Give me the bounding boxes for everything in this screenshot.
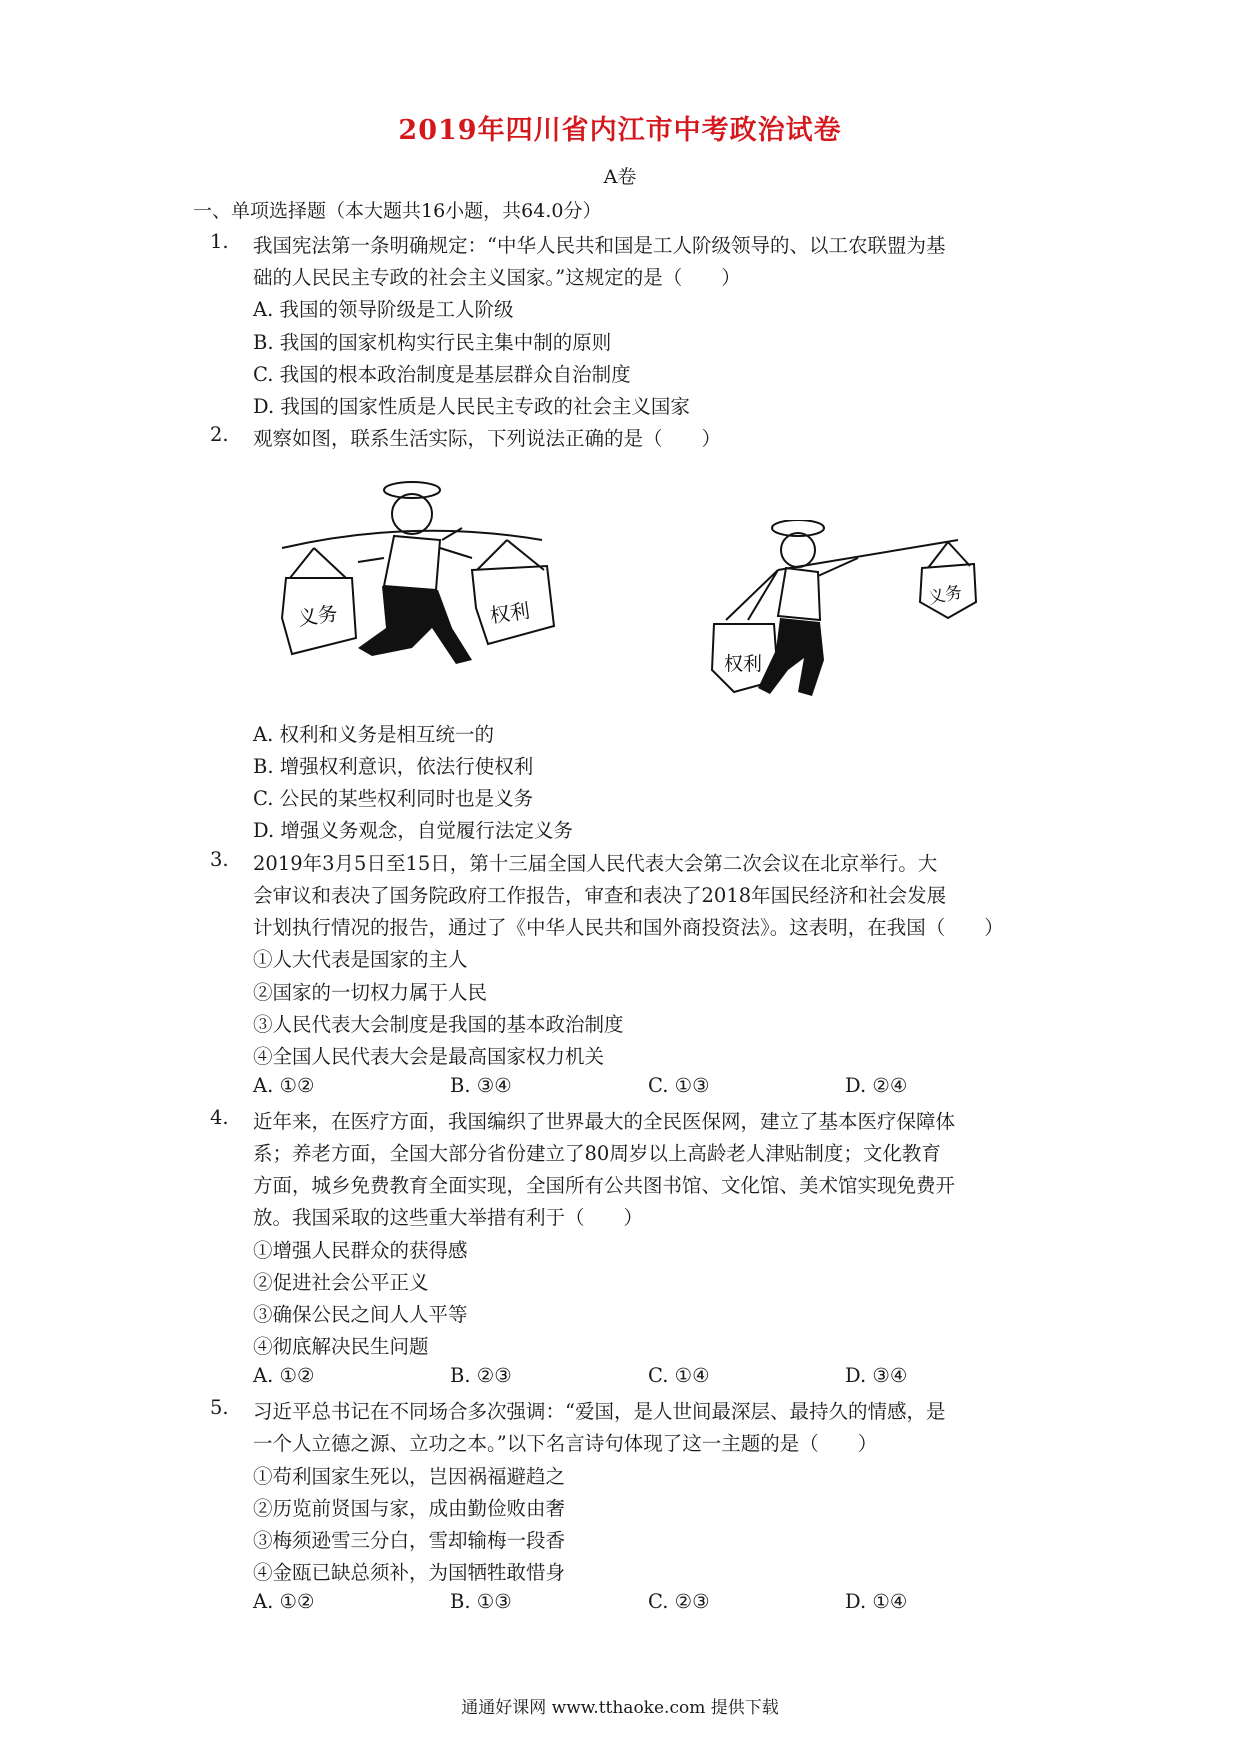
choice-d[interactable]: D. ①④ [845,1590,908,1613]
choice-d[interactable]: D. ③④ [845,1364,908,1387]
option-d[interactable]: D. 我国的国家性质是人民民主专政的社会主义国家 [253,395,690,418]
paper-section-label: A卷 [603,166,637,188]
question-text: 2019年3月5日至15日，第十三届全国人民代表大会第二次会议在北京举行。大 [253,852,938,875]
statement-item: ③确保公民之间人人平等 [253,1303,468,1326]
question-text: 我国宪法第一条明确规定：“中华人民共和国是工人阶级领导的、以工农联盟为基 [253,234,946,257]
question-number: 3. [210,848,229,871]
choice-c[interactable]: C. ①④ [648,1364,710,1387]
page-title: 2019年四川省内江市中考政治试卷 [398,115,842,146]
question-text: 近年来，在医疗方面，我国编织了世界最大的全民医保网，建立了基本医疗保障体 [253,1110,956,1133]
section-heading: 一、单项选择题（本大题共16小题，共64.0分） [193,200,602,222]
statement-item: ②促进社会公平正义 [253,1271,429,1294]
statement-item: ①增强人民群众的获得感 [253,1239,468,1262]
option-a[interactable]: A. 权利和义务是相互统一的 [253,723,494,746]
cartoon-unbalanced-figure [708,520,988,710]
cartoon-balanced-figure [262,478,572,678]
choice-c[interactable]: C. ①③ [648,1074,710,1097]
question-text: 观察如图，联系生活实际，下列说法正确的是（ ） [253,427,722,450]
choice-b[interactable]: B. ①③ [450,1590,512,1613]
choice-a[interactable]: A. ①② [253,1074,315,1097]
option-a[interactable]: A. 我国的领导阶级是工人阶级 [253,298,514,321]
option-c[interactable]: C. 公民的某些权利同时也是义务 [253,787,534,810]
choice-c[interactable]: C. ②③ [648,1590,710,1613]
question-number: 5. [210,1396,229,1419]
choice-b[interactable]: B. ②③ [450,1364,512,1387]
choice-b[interactable]: B. ③④ [450,1074,512,1097]
option-b[interactable]: B. 增强权利意识，依法行使权利 [253,755,534,778]
basket-label: 义务 [926,582,964,608]
statement-item: ②国家的一切权力属于人民 [253,981,488,1004]
statement-item: ③梅须逊雪三分白，雪却输梅一段香 [253,1529,566,1552]
question-text: 会审议和表决了国务院政府工作报告，审查和表决了2018年国民经济和社会发展 [253,884,947,907]
statement-item: ④彻底解决民生问题 [253,1335,429,1358]
question-text: 系；养老方面，全国大部分省份建立了80周岁以上高龄老人津贴制度；文化教育 [253,1142,941,1165]
question-number: 4. [210,1106,229,1129]
page-footer: 通通好课网 www.tthaoke.com 提供下载 [461,1698,779,1718]
choice-a[interactable]: A. ①② [253,1590,315,1613]
question-text: 一个人立德之源、立功之本。”以下名言诗句体现了这一主题的是（ ） [253,1432,878,1455]
statement-item: ①苟利国家生死以，岂因祸福避趋之 [253,1465,566,1488]
choice-a[interactable]: A. ①② [253,1364,315,1387]
choice-d[interactable]: D. ②④ [845,1074,908,1097]
option-b[interactable]: B. 我国的国家机构实行民主集中制的原则 [253,331,612,354]
option-d[interactable]: D. 增强义务观念，自觉履行法定义务 [253,819,573,842]
basket-label: 义务 [296,603,340,631]
statement-item: ①人大代表是国家的主人 [253,948,468,971]
question-text: 计划执行情况的报告，通过了《中华人民共和国外商投资法》。这表明，在我国（ ） [253,916,1004,939]
question-text: 放。我国采取的这些重大举措有利于（ ） [253,1206,644,1229]
question-text: 础的人民民主专政的社会主义国家。”这规定的是（ ） [253,266,741,289]
statement-item: ③人民代表大会制度是我国的基本政治制度 [253,1013,624,1036]
basket-label: 权利 [724,654,763,675]
basket-label: 权利 [488,600,532,628]
question-number: 1. [210,230,229,253]
question-text: 方面，城乡免费教育全面实现，全国所有公共图书馆、文化馆、美术馆实现免费开 [253,1174,956,1197]
statement-item: ④金瓯已缺总须补，为国牺牲敢惜身 [253,1561,566,1584]
statement-item: ④全国人民代表大会是最高国家权力机关 [253,1045,605,1068]
question-text: 习近平总书记在不同场合多次强调：“爱国，是人世间最深层、最持久的情感，是 [253,1400,946,1423]
option-c[interactable]: C. 我国的根本政治制度是基层群众自治制度 [253,363,631,386]
question-number: 2. [210,423,229,446]
statement-item: ②历览前贤国与家，成由勤俭败由奢 [253,1497,566,1520]
